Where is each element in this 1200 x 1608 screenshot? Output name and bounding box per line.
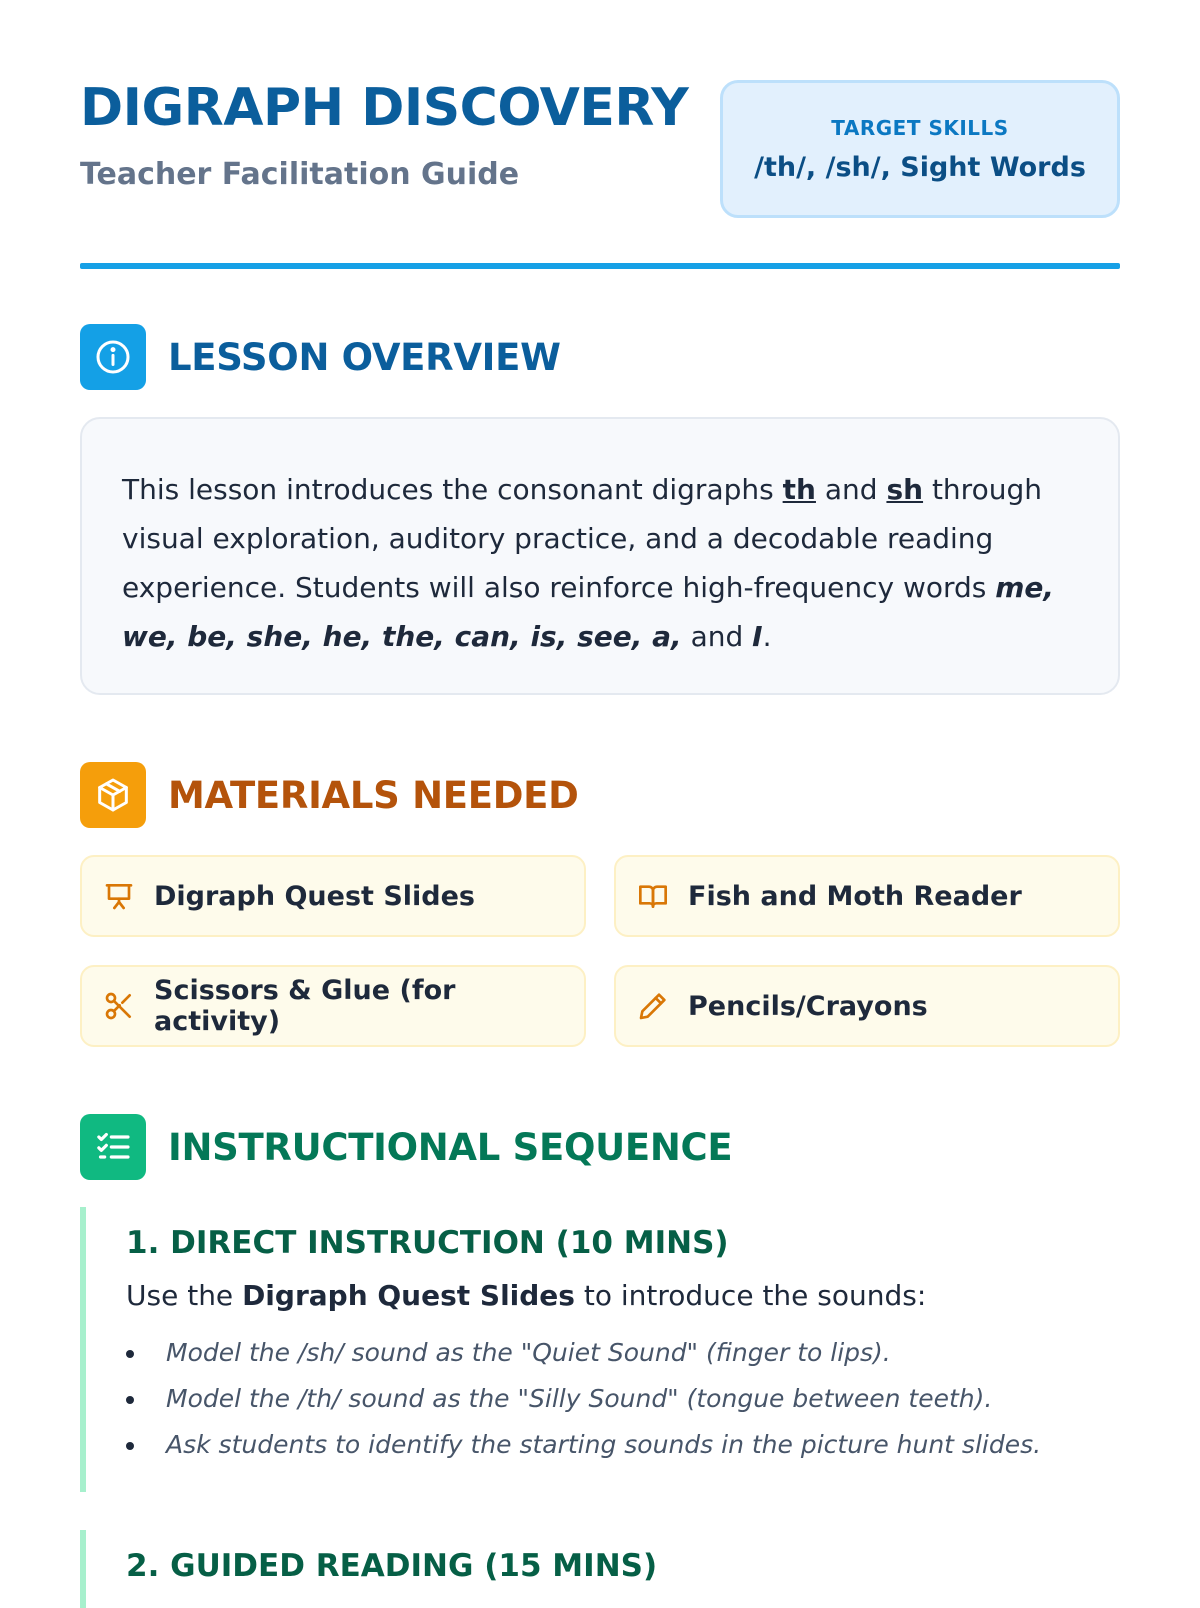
sequence-title: INSTRUCTIONAL SEQUENCE xyxy=(168,1125,733,1169)
header-divider xyxy=(80,263,1120,269)
pencil-icon xyxy=(636,989,670,1023)
info-icon xyxy=(80,324,146,390)
step-bullet: Model the /th/ sound as the "Silly Sound" (tongue between teeth). xyxy=(126,1376,1120,1422)
materials-heading xyxy=(80,761,1120,829)
material-item-scissors xyxy=(80,965,586,1047)
presentation-icon xyxy=(102,879,136,913)
material-label: Pencils/Crayons xyxy=(688,990,928,1022)
step-intro-material: Digraph Quest Slides xyxy=(242,1279,575,1312)
step-bullet: Ask students to identify the starting sounds in the picture hunt slides. xyxy=(126,1422,1120,1468)
step-intro-text: Use the xyxy=(126,1279,243,1312)
page-subtitle: Teacher Facilitation Guide xyxy=(80,157,520,192)
material-label: Scissors & Glue (for activity) xyxy=(154,975,456,1037)
target-skills-label: TARGET SKILLS xyxy=(831,116,1009,140)
overview-text: through visual exploration, auditory practice, and a decodable reading experience. Students will also reinforce high-frequency words xyxy=(122,473,1042,604)
sight-words-list: me, we, be, she, he, the, can, is, see, a, xyxy=(122,571,1055,653)
lesson-overview-title: LESSON OVERVIEW xyxy=(168,335,561,379)
sequence-step-2 xyxy=(80,1530,1120,1608)
overview-text: and xyxy=(815,473,887,506)
target-skills-value: /th/, /sh/, Sight Words xyxy=(754,152,1086,183)
step-bullet: Model the /sh/ sound as the "Quiet Sound" (finger to lips). xyxy=(126,1330,1120,1376)
lesson-overview-card xyxy=(80,417,1120,695)
step-intro xyxy=(126,1279,1120,1312)
step-title: 1. DIRECT INSTRUCTION (10 MINS) xyxy=(126,1225,729,1261)
sight-word-i: I xyxy=(752,620,763,653)
material-item-pencils xyxy=(614,965,1120,1047)
page-title: DIGRAPH DISCOVERY xyxy=(80,78,689,138)
step-intro-text: to introduce the sounds: xyxy=(574,1279,927,1312)
material-label: Fish and Moth Reader xyxy=(688,880,1022,912)
material-item-slides xyxy=(80,855,586,937)
material-item-reader xyxy=(614,855,1120,937)
materials-grid xyxy=(80,855,1120,1047)
overview-text: . xyxy=(762,620,772,653)
lesson-overview-heading xyxy=(80,323,1120,391)
sequence-step-1 xyxy=(80,1207,1120,1492)
scissors-icon xyxy=(102,989,136,1023)
guide-header xyxy=(80,0,1120,230)
sequence-heading xyxy=(80,1113,1120,1181)
checklist-icon xyxy=(80,1114,146,1180)
digraph-th: th xyxy=(782,473,816,506)
book-icon xyxy=(636,879,670,913)
overview-text: This lesson introduces the consonant digraphs xyxy=(122,473,783,506)
materials-title: MATERIALS NEEDED xyxy=(168,773,579,817)
material-label: Digraph Quest Slides xyxy=(154,880,476,912)
target-skills-badge xyxy=(720,80,1120,218)
digraph-sh: sh xyxy=(886,473,924,506)
overview-text: and xyxy=(681,620,753,653)
box-icon xyxy=(80,762,146,828)
step-bullet-list xyxy=(126,1330,1120,1468)
step-title: 2. GUIDED READING (15 MINS) xyxy=(126,1548,658,1584)
